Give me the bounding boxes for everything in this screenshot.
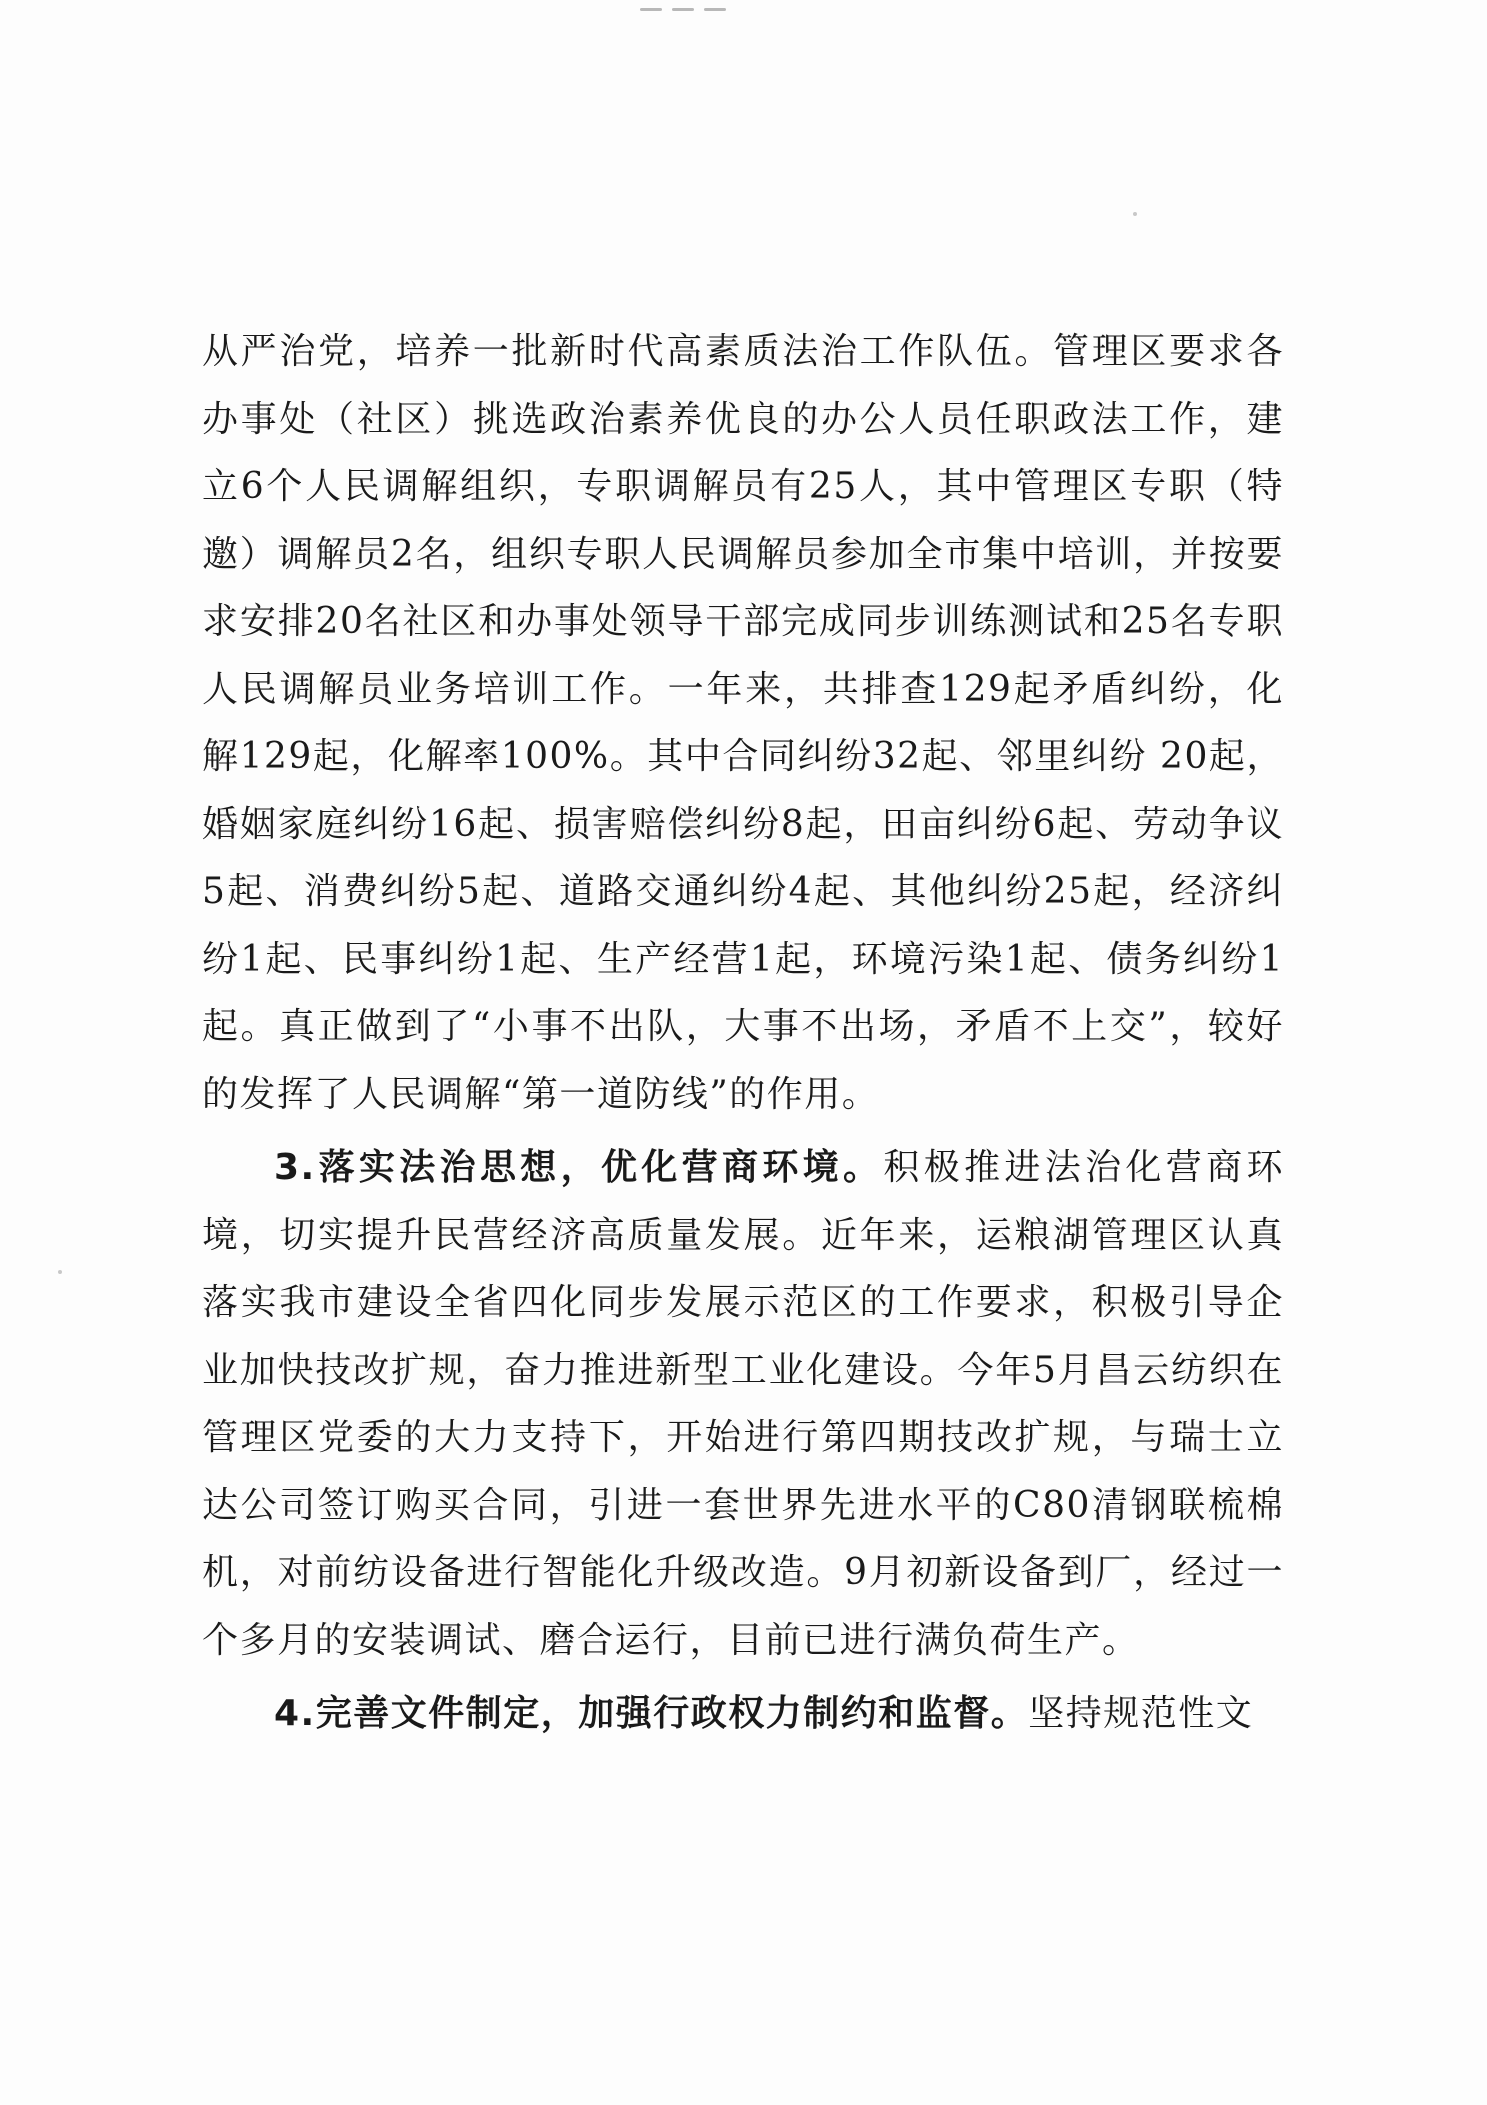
section-heading: 3.落实法治思想，优化营商环境。 xyxy=(274,1147,884,1188)
paragraph-section-3 xyxy=(202,1134,1284,1674)
section-heading: 4.完善文件制定，加强行政权力制约和监督。 xyxy=(274,1693,1029,1734)
paragraph-text: 坚持规范性文 xyxy=(1028,1693,1254,1734)
scan-artifact-top xyxy=(640,8,750,14)
paragraph-continuation xyxy=(202,318,1284,1128)
paragraph-text: 从严治党，培养一批新时代高素质法治工作队伍。管理区要求各办事处（社区）挑选政治素养优良的办公人员任职政法工作，建立6个人民调解组织，专职调解员有25人，其中管理区专职（特邀）调解员2名，组织专职人民调解员参加全市集中培训，并按要求安排20名社区和办事处领导干部完成同步训练测试和25名专职人民调解员业务培训工作。一年来，共排查129起矛盾纠纷，化解129起，化解率100%。其中合同纠纷32起、邻里纠纷 20起，婚姻家庭纠纷16起、损害赔偿纠纷8起，田亩纠纷6起、劳动争议5起、消费纠纷5起、道路交通纠纷4起、其他纠纷25起，经济纠纷1起、民事纠纷1起、生产经营1起，环境污染1起、债务纠纷1起。真正做到了“小事不出队，大事不出场，矛盾不上交”，较好的发挥了人民调解“第一道防线”的作用。 xyxy=(202,331,1284,1115)
paragraph-section-4 xyxy=(202,1680,1284,1748)
paragraph-text: 积极推进法治化营商环境，切实提升民营经济高质量发展。近年来，运粮湖管理区认真落实我市建设全省四化同步发展示范区的工作要求，积极引导企业加快技改扩规，奋力推进新型工业化建设。今年5月昌云纺织在管理区党委的大力支持下，开始进行第四期技改扩规，与瑞士立达公司签订购买合同，引进一套世界先进水平的C80清钢联梳棉机，对前纺设备进行智能化升级改造。9月初新设备到厂，经过一个多月的安装调试、磨合运行，目前已进行满负荷生产。 xyxy=(202,1147,1284,1661)
scan-artifact-dot xyxy=(58,1270,62,1274)
scan-artifact-dot xyxy=(1133,212,1137,216)
document-body xyxy=(202,318,1284,1754)
